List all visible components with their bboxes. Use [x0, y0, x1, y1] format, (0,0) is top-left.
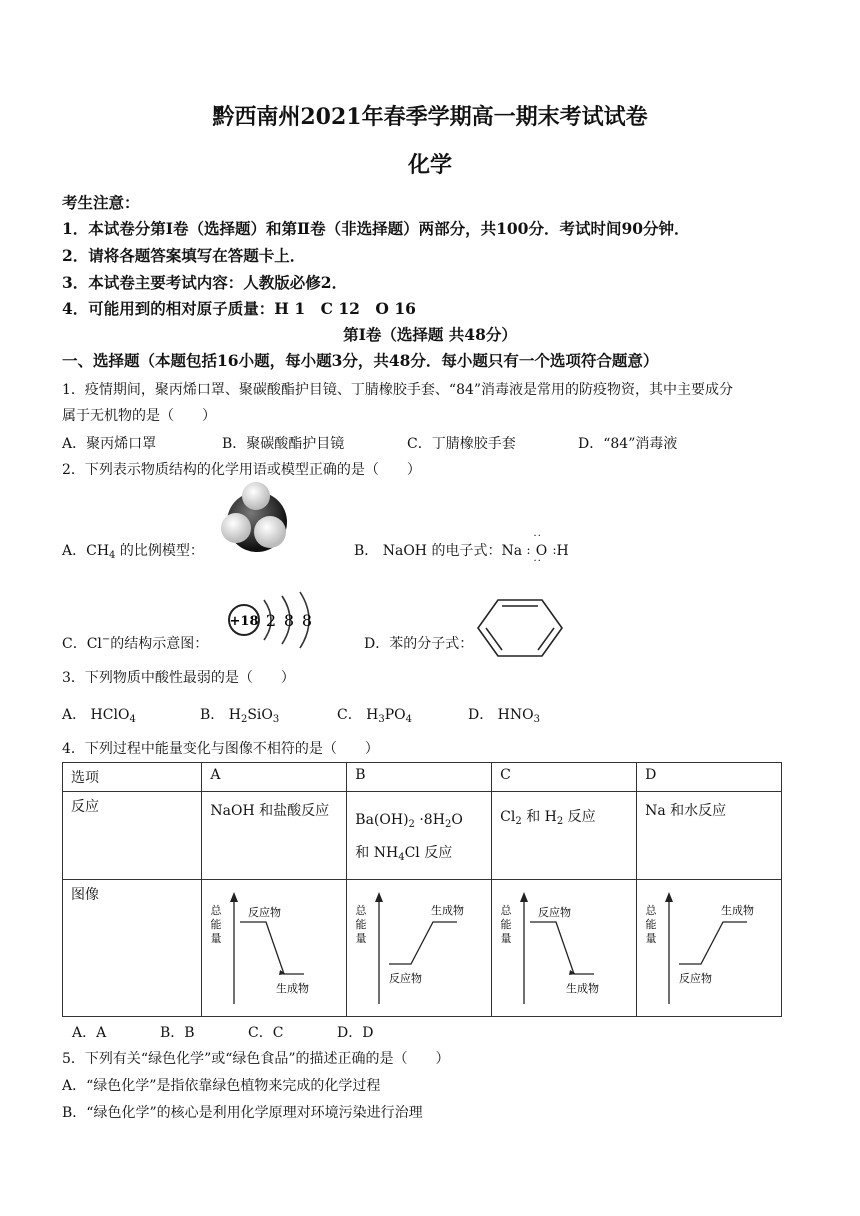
q4-header-a: A	[202, 763, 347, 792]
product-label: 生成物	[566, 983, 600, 995]
q3-option-b: B． $H_2SiO_3$	[200, 707, 280, 725]
q4-header-d: D	[637, 763, 782, 792]
energy-curve	[679, 922, 747, 964]
axis-label-char: 能	[645, 919, 657, 931]
axis-label-char: 能	[355, 919, 367, 931]
q3-option-d: D． $HNO_3$	[468, 707, 540, 725]
axis-label-char: 总	[645, 905, 657, 917]
q1-stem-line2: 属于无机物的是（ ）	[62, 408, 216, 424]
axis-arrow-icon	[665, 892, 673, 902]
q4-option-b: B．B	[160, 1025, 195, 1041]
reactant-label: 反应物	[538, 907, 572, 919]
notice-item-3: 3．本试卷主要考试内容：人教版必修2．	[62, 273, 348, 292]
axis-label-char: 能	[210, 919, 222, 931]
q2-option-a: A．$CH_4$ 的比例模型：	[62, 543, 204, 561]
axis-label-char: 量	[210, 933, 222, 945]
q4-header-option: 选项	[63, 763, 202, 792]
q4-reaction-label: 反应	[63, 792, 202, 880]
energy-curve	[530, 922, 594, 974]
q4-graph-c	[492, 880, 637, 1017]
q4-option-a: A．A	[72, 1025, 107, 1041]
q1-option-b: B．聚碳酸酯护目镜	[222, 436, 345, 452]
axis-arrow-icon	[230, 892, 238, 902]
q3-option-a: A． HClO$_4$	[62, 707, 136, 725]
notice-item-2: 2．请将各题答案填写在答题卡上．	[62, 246, 306, 265]
notice-heading: 考生注意：	[62, 193, 140, 212]
q1-option-d: D．“84”消毒液	[578, 436, 678, 452]
subject-title: 化学	[407, 152, 452, 178]
q4-reaction-c: $Cl_2$ 和 $H_2$ 反应	[492, 792, 637, 880]
q5-option-a: A．“绿色化学”是指依靠绿色植物来完成的化学过程	[62, 1078, 381, 1094]
axis-label-char: 总	[210, 905, 222, 917]
axis-arrow-icon	[520, 892, 528, 902]
q1-option-a: A．聚丙烯口罩	[62, 436, 157, 452]
axis-label-char: 量	[645, 933, 657, 945]
q1-option-c: C．丁腈橡胶手套	[407, 436, 516, 452]
q4-reaction-a: NaOH 和盐酸反应	[202, 792, 347, 880]
chloride-structure-diagram	[224, 590, 334, 652]
product-label: 生成物	[276, 983, 310, 995]
q4-header-row	[63, 763, 782, 792]
q2-option-c: C．Cl−的结构示意图：	[62, 634, 209, 652]
q4-graph-a	[202, 880, 347, 1017]
shell-3-count: 8	[301, 611, 313, 630]
q5-stem: 5．下列有关“绿色化学”或“绿色食品”的描述正确的是（ ）	[62, 1051, 450, 1067]
axis-arrow-icon	[375, 892, 383, 902]
q4-reaction-d: Na 和水反应	[637, 792, 782, 880]
q4-graph-d	[637, 880, 782, 1017]
q4-header-c: C	[492, 763, 637, 792]
notice-item-4: 4．可能用到的相对原子质量：H 1 C 12 O 16	[62, 299, 416, 318]
q4-stem: 4．下列过程中能量变化与图像不相符的是（ ）	[62, 741, 379, 757]
product-label: 生成物	[431, 905, 465, 917]
reactant-label: 反应物	[248, 907, 282, 919]
exam-title: 黔西南州2021年春季学期高一期末考试试卷	[212, 104, 648, 130]
q2-option-b: B． NaOH 的电子式：Na ·· : O : ·· H	[354, 531, 569, 567]
axis-label-char: 总	[355, 905, 367, 917]
q4-table	[62, 762, 782, 1017]
q2-option-d: D．苯的分子式：	[364, 636, 474, 652]
shell-2-count: 8	[283, 611, 295, 630]
reactant-label: 反应物	[389, 973, 423, 985]
q5-option-b: B．“绿色化学”的核心是利用化学原理对环境污染进行治理	[62, 1105, 423, 1121]
axis-label-char: 能	[500, 919, 512, 931]
q4-graph-row	[63, 880, 782, 1017]
section1-title: 第Ⅰ卷（选择题 共48分）	[343, 325, 517, 344]
energy-curve	[389, 922, 457, 964]
section1-instruction: 一、选择题（本题包括16小题，每小题3分，共48分．每小题只有一个选项符合题意）	[62, 351, 659, 370]
q4-option-d: D．D	[337, 1025, 374, 1041]
q4-graph-b	[347, 880, 492, 1017]
q4-graph-label: 图像	[63, 880, 202, 1017]
product-label: 生成物	[721, 905, 755, 917]
nucleus-label: +18	[229, 614, 259, 629]
q4-option-c: C．C	[248, 1025, 284, 1041]
reactant-label: 反应物	[679, 973, 713, 985]
benzene-ring-diagram	[474, 596, 566, 660]
q4-header-b: B	[347, 763, 492, 792]
notice-item-1: 1．本试卷分第Ⅰ卷（选择题）和第Ⅱ卷（非选择题）两部分，共100分．考试时间90分钟．	[62, 219, 690, 238]
axis-label-char: 量	[500, 933, 512, 945]
q4-reaction-row	[63, 792, 782, 880]
q3-stem: 3．下列物质中酸性最弱的是（ ）	[62, 670, 295, 686]
methane-model-image	[212, 482, 302, 558]
shell-1-count: 2	[265, 611, 277, 630]
energy-curve	[240, 922, 304, 974]
axis-label-char: 量	[355, 933, 367, 945]
q1-stem-line1: 1．疫情期间，聚丙烯口罩、聚碳酸酯护目镜、丁腈橡胶手套、“84”消毒液是常用的防疫物资，其中主要成分	[62, 382, 734, 398]
q3-option-c: C． $H_3PO_4$	[337, 707, 413, 725]
axis-label-char: 总	[500, 905, 512, 917]
q2-stem: 2．下列表示物质结构的化学用语或模型正确的是（ ）	[62, 462, 421, 478]
q4-reaction-b: $Ba(OH)_2 \cdot 8H_2O$ 和 $NH_4Cl$ 反应	[347, 792, 492, 880]
